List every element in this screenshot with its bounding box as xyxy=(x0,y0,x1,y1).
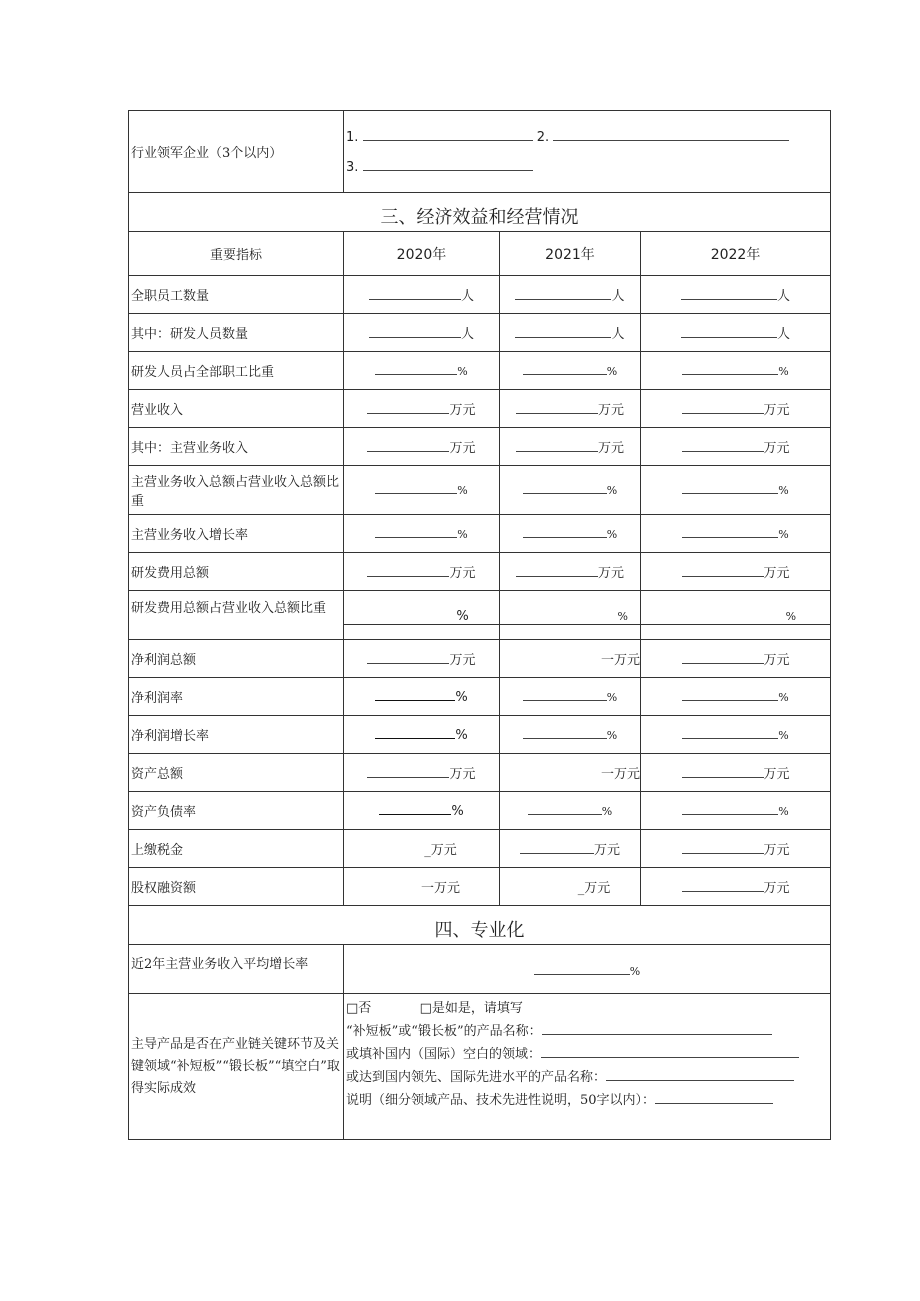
unit: 万元 xyxy=(597,441,624,456)
row-label: 营业收入 xyxy=(129,390,344,428)
input-2021[interactable] xyxy=(515,288,611,300)
line3-label: 或达到国内领先、国际先进水平的产品名称： xyxy=(346,1070,607,1085)
header-2022: 2022年 xyxy=(641,232,831,276)
unit: 万元 xyxy=(593,843,620,858)
unit: 人 xyxy=(611,327,625,342)
unit: 万元 xyxy=(449,653,476,668)
row-label: 主营业务收入增长率 xyxy=(129,515,344,553)
unit: 万元 xyxy=(763,403,790,418)
row-two-year-growth xyxy=(129,945,831,994)
line2-label: 或填补国内（国际）空白的领域： xyxy=(346,1047,542,1062)
unit: 一万元 xyxy=(600,653,640,668)
unit: 一万元 xyxy=(600,767,640,782)
input-2021[interactable] xyxy=(523,482,607,494)
row-main-revenue xyxy=(129,428,831,466)
unit: % xyxy=(629,965,641,978)
input-2020[interactable] xyxy=(375,363,457,375)
header-indicator: 重要指标 xyxy=(129,232,344,276)
unit: 人 xyxy=(777,289,791,304)
row-label: 近2年主营业务收入平均增长率 xyxy=(129,945,344,994)
row-label: 全职员工数量 xyxy=(129,276,344,314)
row-net-profit xyxy=(129,640,831,678)
input-2020[interactable] xyxy=(369,326,461,338)
unit: 人 xyxy=(777,327,791,342)
header-2020: 2020年 xyxy=(344,232,500,276)
option-no-checkbox[interactable]: □否 xyxy=(346,1001,372,1016)
line1-label: “补短板”或“锻长板”的产品名称： xyxy=(346,1024,542,1039)
leader-field-2[interactable] xyxy=(553,129,789,141)
section4-title: 四、专业化 xyxy=(129,906,831,945)
unit: 万元 xyxy=(763,653,790,668)
input-2020[interactable] xyxy=(367,652,449,664)
unit: 人 xyxy=(460,289,474,304)
unit: % xyxy=(778,690,789,704)
row-rd-staff xyxy=(129,314,831,352)
row-staff xyxy=(129,276,831,314)
unit: 万元 xyxy=(449,566,476,581)
leader-n1: 1. xyxy=(346,129,359,145)
input-2021[interactable] xyxy=(523,689,607,701)
row-rd-ratio xyxy=(129,352,831,390)
input-2022[interactable] xyxy=(681,288,777,300)
unit: % xyxy=(451,803,464,819)
leader-row xyxy=(129,111,831,193)
row-label: 其中：研发人员数量 xyxy=(129,314,344,352)
row-label: 研发人员占全部职工比重 xyxy=(129,352,344,390)
unit: % xyxy=(606,364,618,378)
unit: _万元 xyxy=(577,881,611,896)
unit: 万元 xyxy=(449,403,476,418)
row-product xyxy=(129,994,831,1140)
row-label: 资产负债率 xyxy=(129,792,344,830)
input-2021[interactable] xyxy=(523,363,607,375)
row-label: 净利润增长率 xyxy=(129,716,344,754)
leader-entries xyxy=(344,111,831,193)
form-table xyxy=(128,110,831,1140)
unit: 一万元 xyxy=(420,881,460,896)
unit: % xyxy=(457,484,468,497)
input-2022[interactable] xyxy=(682,440,764,452)
input-2022[interactable] xyxy=(682,526,778,538)
leader-field-3[interactable] xyxy=(363,159,533,171)
line3-input[interactable] xyxy=(606,1069,794,1081)
row-rd-cost-ratio xyxy=(129,591,831,625)
unit: % xyxy=(601,804,613,818)
input-2021[interactable] xyxy=(520,842,594,854)
unit: 人 xyxy=(460,327,474,342)
leader-field-1[interactable] xyxy=(363,129,533,141)
row-main-growth xyxy=(129,515,831,553)
input-2022[interactable] xyxy=(682,766,764,778)
unit: 万元 xyxy=(449,441,476,456)
input-2021[interactable] xyxy=(523,526,607,538)
input-2022[interactable] xyxy=(682,803,778,815)
unit: _万元 xyxy=(424,843,457,858)
input-2022[interactable] xyxy=(682,482,778,494)
input-2021[interactable] xyxy=(528,803,602,815)
section4-title-row xyxy=(129,906,831,945)
input-2021[interactable] xyxy=(516,402,598,414)
input-2020[interactable] xyxy=(375,727,455,739)
unit: % xyxy=(606,728,618,742)
row-main-share xyxy=(129,466,831,515)
input-2020[interactable] xyxy=(375,526,457,538)
unit: % xyxy=(778,484,789,497)
row-label: 上缴税金 xyxy=(129,830,344,868)
input-2020[interactable] xyxy=(367,565,449,577)
input-2021[interactable] xyxy=(516,440,598,452)
unit: 万元 xyxy=(763,767,790,782)
unit: % xyxy=(778,804,789,818)
row-label: 净利润率 xyxy=(129,678,344,716)
header-2021: 2021年 xyxy=(500,232,641,276)
input-2022[interactable] xyxy=(641,625,831,640)
row-label: 研发费用总额 xyxy=(129,553,344,591)
application-form xyxy=(128,110,830,1140)
unit: 人 xyxy=(611,289,625,304)
product-fields xyxy=(344,994,831,1140)
row-label: 主营业务收入总额占营业收入总额比重 xyxy=(129,466,344,515)
input-2021[interactable] xyxy=(500,625,641,640)
section3-title: 三、经济效益和经营情况 xyxy=(129,193,831,232)
input-2022[interactable] xyxy=(682,565,764,577)
row-net-growth xyxy=(129,716,831,754)
unit: % xyxy=(778,364,789,378)
unit: % xyxy=(617,610,628,623)
unit: 万元 xyxy=(763,881,790,896)
row-label: 净利润总额 xyxy=(129,640,344,678)
input-2022[interactable] xyxy=(681,326,777,338)
unit: % xyxy=(456,609,469,624)
input-2022[interactable] xyxy=(682,727,778,739)
row-assets xyxy=(129,754,831,792)
option-yes-checkbox[interactable]: □是如是，请填写 xyxy=(419,1001,523,1016)
input-2022[interactable] xyxy=(682,842,764,854)
row-equity xyxy=(129,868,831,906)
input-2022[interactable] xyxy=(682,363,778,375)
unit: 万元 xyxy=(763,843,790,858)
unit: % xyxy=(785,610,797,623)
line4-label: 说明（细分领域产品、技术先进性说明，50字以内）： xyxy=(346,1093,656,1108)
unit: 万元 xyxy=(763,441,790,456)
row-net-margin xyxy=(129,678,831,716)
unit: % xyxy=(606,690,618,704)
unit: 万元 xyxy=(597,566,624,581)
leader-n2: 2. xyxy=(536,129,550,145)
input-2020[interactable] xyxy=(344,625,500,640)
unit: % xyxy=(457,527,468,541)
input-2021[interactable] xyxy=(523,727,607,739)
input-2022[interactable] xyxy=(682,652,764,664)
input-2020[interactable] xyxy=(367,440,449,452)
unit: % xyxy=(778,527,789,541)
input-2020[interactable] xyxy=(379,803,451,815)
line2-input[interactable] xyxy=(541,1046,799,1058)
unit: % xyxy=(778,728,789,742)
unit: 万元 xyxy=(763,566,790,581)
input-2021[interactable] xyxy=(515,326,611,338)
row-revenue xyxy=(129,390,831,428)
unit: % xyxy=(606,527,618,541)
row-rd-cost xyxy=(129,553,831,591)
input-2020[interactable] xyxy=(375,482,457,494)
input-2020[interactable] xyxy=(369,288,461,300)
unit: % xyxy=(455,689,468,705)
row-label: 其中：主营业务收入 xyxy=(129,428,344,466)
input-2020[interactable] xyxy=(375,689,455,701)
unit: 万元 xyxy=(449,767,476,782)
input-2022[interactable] xyxy=(682,402,764,414)
input-2020[interactable] xyxy=(367,402,449,414)
section3-title-row xyxy=(129,193,831,232)
input-2020[interactable] xyxy=(367,766,449,778)
unit: % xyxy=(457,364,468,378)
input-2021[interactable] xyxy=(516,565,598,577)
row-label: 研发费用总额占营业收入总额比重 xyxy=(129,591,344,640)
line4-input[interactable] xyxy=(655,1092,773,1104)
input-2022[interactable] xyxy=(682,689,778,701)
input-2022[interactable] xyxy=(682,880,764,892)
section3-header-row xyxy=(129,232,831,276)
unit: 万元 xyxy=(597,403,624,418)
leader-n3: 3. xyxy=(346,159,359,175)
row-label: 股权融资额 xyxy=(129,868,344,906)
line1-input[interactable] xyxy=(542,1023,772,1035)
growth-input[interactable] xyxy=(534,963,630,975)
row-label: 资产总额 xyxy=(129,754,344,792)
row-debt-ratio xyxy=(129,792,831,830)
row-tax xyxy=(129,830,831,868)
row-label: 主导产品是否在产业链关键环节及关键领域“补短板”“锻长板”“填空白”取得实际成效 xyxy=(129,994,344,1140)
unit: % xyxy=(455,727,468,743)
unit: % xyxy=(606,484,618,497)
leader-label: 行业领军企业（3个以内） xyxy=(129,111,344,193)
